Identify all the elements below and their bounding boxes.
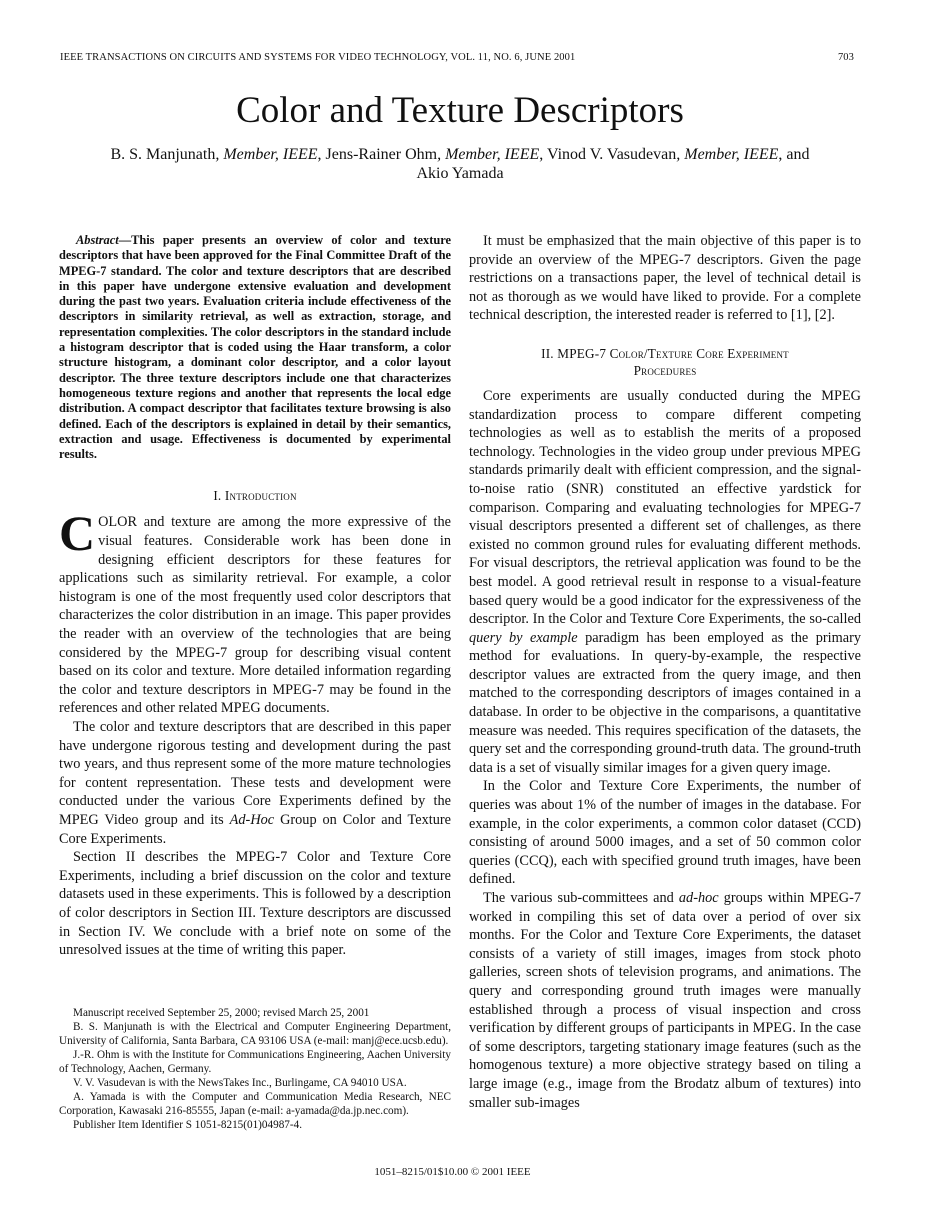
abstract-lead: Abstract: [76, 233, 119, 247]
copyright-footer: 1051–8215/01$10.00 © 2001 IEEE: [374, 1166, 531, 1178]
author-name: Vinod V. Vasudevan: [546, 146, 677, 163]
footnote: A. Yamada is with the Computer and Communication Media Research, NEC Corporation, Kawasaki 216-85555, Japan (e-mail: a-yamada@da.jp.nec.com).: [59, 1091, 451, 1117]
body-paragraph: [469, 387, 861, 777]
paragraph-text: groups within MPEG-7 worked in compiling this set of data over a period of over six months. For the Color and Texture Core Experiments, the dataset consists of a variety of still images, images from stock photo galleries, screen shots of television programs, and animations. The query and corresponding ground truth images were manually established through a process of visual inspection and cross verification by different groups of participants in MPEG. In the case of some descriptors, targeting stationary image features (such as the homogenous texture) a more objective strategy based on tiling a large image (e.g., image from the Brodatz album of textures) into smaller sub-images: [469, 890, 861, 1111]
footnote: J.-R. Ohm is with the Institute for Communications Engineering, Aachen University of Technology, Aachen, Germany.: [59, 1049, 451, 1075]
drop-cap: C: [59, 505, 96, 562]
abstract: [59, 233, 451, 462]
paragraph-text: The color and texture descriptors that are described in this paper have undergone rigorous testing and development during the past two years, and thus represent some of the more mature technologies for content representation. These tests and development were conducted under the various Core Experiments defined by the MPEG Video group and its: [59, 718, 451, 828]
author-role: , Member, IEEE: [437, 146, 540, 163]
journal-line: IEEE TRANSACTIONS ON CIRCUITS AND SYSTEMS FOR VIDEO TECHNOLOGY, VOL. 11, NO. 6, JUNE 2001: [60, 52, 576, 63]
intro-paragraph: Section II describes the MPEG-7 Color and Texture Core Experiments, including a brief discussion on the color and texture datasets used in these experiments. This is followed by a description of color descriptors in Section III. Texture descriptors are discussed in Section IV. We conclude with a brief note on some of the unresolved issues at the time of writing this paper.: [59, 849, 451, 959]
section-heading-procedures: [469, 345, 861, 379]
author-separator: ,: [539, 146, 547, 163]
emphasis-text: query by example: [469, 629, 578, 646]
author-separator: ,: [317, 146, 326, 163]
body-paragraph: It must be emphasized that the main objective of this paper is to provide an overview of the MPEG-7 descriptors. Given the page restrictions on a transactions paper, the level of technical detail is not as thorough as we would have liked to provide. For a complete technical description, the interested reader is referred to [1], [2].: [469, 233, 861, 324]
author-role: , Member, IEEE: [215, 146, 318, 163]
paragraph-text: Core experiments are usually conducted during the MPEG standardization process to compare different competing technologies as well as to establish the merits of a proposed technology. Technologies in the video group under previous MPEG standards primarily dealt with efficient compression, and the signal-to-noise ratio (SNR) constituted an effective yardstick for comparison. Comparing and evaluating technologies for MPEG-7 visual descriptors presented a different set of challenges, as there existed no common ground rules for evaluating different methods. For visual descriptors, the retrieval application was found to be the best model. A good retrieval result in response to a visual-feature based query would be a good indicator for the expressiveness of the descriptor. In the Color and Texture Core Experiments, the so-called: [469, 387, 861, 628]
intro-paragraph: [59, 505, 451, 718]
emphasis-text: ad-hoc: [678, 890, 719, 906]
author-list: [70, 145, 850, 183]
right-column: [469, 232, 861, 1112]
section-heading-line: II. MPEG-7 Color/Texture Core Experiment: [541, 345, 789, 361]
author-name: Akio Yamada: [416, 165, 504, 182]
paragraph-text: Group on Color and Texture Core Experiments.: [59, 811, 451, 847]
abstract-text: This paper presents an overview of color and texture descriptors that have been approved for the Final Committee Draft of the MPEG-7 standard. The color and texture descriptors that are described in this paper have undergone extensive evaluation and development during the past two years. Evaluation criteria include effectiveness of the descriptors in similarity retrieval, as well as extraction, storage, and representation complexities. The color descriptors in the standard include a histogram descriptor that is coded using the Haar transform, a color structure histogram, a dominant color descriptor, and a color layout descriptor. The three texture descriptors include one that characterizes homogeneous texture regions and another that represents the local edge distribution. A compact descriptor that facilitates texture browsing is also defined. Each of the descriptors is explained in detail by their semantics, extraction and usage. Effectiveness is documented by experimental results.: [59, 233, 451, 462]
abstract-dash: —: [118, 233, 132, 247]
footnotes: [59, 1006, 451, 1132]
intro-paragraph-text: OLOR and texture are among the more expressive of the visual features. Considerable work has been done in designing efficient descriptors for these features for applications such as similarity retrieval. For example, a color histogram is one of the most frequently used color descriptors that characterizes the color distribution in an image. This paper provides the reader with an overview of the technologies that are being considered by the MPEG-7 group for describing visual content based on its color and texture. More detailed information regarding the color and texture descriptors in MPEG-7 may be found in the references and other related MPEG documents.: [59, 514, 451, 717]
author-name: B. S. Manjunath: [110, 146, 216, 163]
left-column: [59, 233, 451, 960]
body-paragraph: [469, 889, 861, 1112]
author-separator: , and: [778, 146, 810, 163]
footnote: Manuscript received September 25, 2000; revised March 25, 2001: [73, 1007, 370, 1019]
section-heading-line: Procedures: [633, 362, 697, 378]
paragraph-text: The various sub-committees and: [483, 890, 679, 906]
running-header: [60, 52, 854, 66]
paper-title: Color and Texture Descriptors: [236, 90, 684, 131]
section-heading-introduction: I. Introduction: [213, 488, 297, 504]
footnote: B. S. Manjunath is with the Electrical and Computer Engineering Department, University of California, Santa Barbara, CA 93106 USA (e-mail: manj@ece.ucsb.edu).: [59, 1021, 451, 1047]
page-number: 703: [837, 52, 854, 63]
body-paragraph: In the Color and Texture Core Experiments, the number of queries was about 1% of the number of images in the database. For example, in the color experiments, a common color dataset (CCD) consisting of around 5000 images, and a set of 50 common color queries (CCQ), each with specified ground truth images, have been defined.: [469, 778, 861, 888]
author-name: Jens-Rainer Ohm: [325, 146, 438, 163]
footnote: V. V. Vasudevan is with the NewsTakes Inc., Burlingame, CA 94010 USA.: [73, 1077, 407, 1089]
intro-paragraph: [59, 718, 451, 848]
author-role: , Member, IEEE: [676, 146, 779, 163]
emphasis-text: Ad-Hoc: [229, 811, 275, 828]
footnote: Publisher Item Identifier S 1051-8215(01)04987-4.: [73, 1119, 302, 1131]
paragraph-text: paradigm has been employed as the primary method for evaluations. In query-by-example, the respective descriptor values are extracted from the query image, and then matched to the corresponding descriptors of images contained in a database. In order to be objective in the comparisons, a quantitative measure was needed. This requires specification of the datasets, the query set and the corresponding ground-truth data. The ground-truth data is a set of visually similar images for a given query image.: [469, 629, 861, 776]
